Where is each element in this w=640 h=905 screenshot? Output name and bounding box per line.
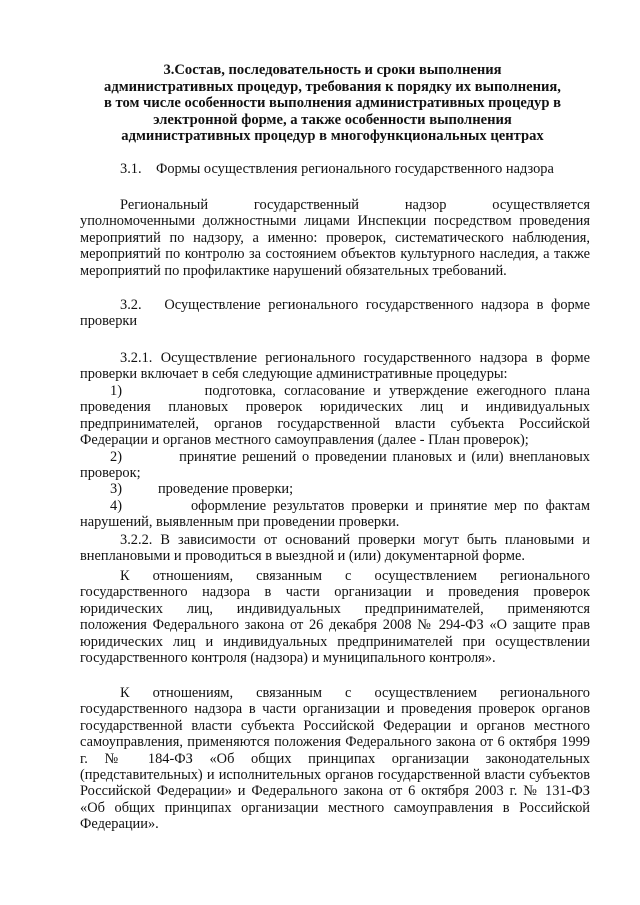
section-title-line: административных процедур в многофункциональных центрах (121, 128, 544, 145)
subsection-3-2-heading: 3.2. Осуществление регионального государственного надзора в форме проверки (80, 297, 594, 330)
section-title-line: в том числе особенности выполнения административных процедур в (104, 95, 561, 112)
list-item: 2) принятие решений о проведении плановых и (или) внеплановых проверок; (80, 448, 594, 482)
paragraph-first-line: Региональный государственный надзор осуществляется (120, 197, 590, 213)
paragraph-legal-294-fz: К отношениям, связанным с осуществлением регионального государственного надзора в части организации и проведения проверок юридических лиц, индивидуальных предпринимателей, применяются положения Федерального закона от 26 декабря 2008 № 294-ФЗ «О защите прав юридических лиц и индивидуальных предпринимателей при осуществлении государственного контроля (надзора) и муниципального контроля». (80, 568, 594, 667)
procedure-list (80, 383, 594, 531)
section-title (95, 62, 570, 145)
list-item: 1) подготовка, согласование и утверждение ежегодного плана проведения плановых проверок юридических лиц и индивидуальных предпринимателей, органов государственной власти субъекта Российской Федерации и органов местного самоуправления (далее - План проверок); (80, 383, 594, 449)
paragraph-legal-184-131-fz: К отношениям, связанным с осуществлением регионального государственного надзора в части организации и проведения проверок органов государственной власти субъекта Российской Федерации и органов местного самоуправления, применяются положения Федерального закона от 6 октября 1999 г. № 184-ФЗ «Об общих принципах организации законодательных (представительных) и исполнительных органов государственной власти субъектов Российской Федерации» и Федерального закона от 6 октября 2003 г. № 131-ФЗ «Об общих принципах организации местного самоуправления в Российской Федерации». (80, 685, 594, 833)
list-item: 4) оформление результатов проверки и принятие мер по фактам нарушений, выявленным при проведении проверки. (80, 497, 594, 531)
section-title-line: административных процедур, требования к порядку их выполнения, (104, 78, 561, 95)
list-item: 3) проведение проверки; (110, 481, 294, 498)
section-title-line: электронной форме, а также особенности выполнения (153, 111, 512, 128)
paragraph-body: уполномоченными должностными лицами Инспекции посредством проведения мероприятий по надзору, а именно: проверок, систематического наблюдения, мероприятий по контролю за состоянием объектов культурного наследия, а также мероприятий по профилактике нарушений обязательных требований. (80, 213, 590, 279)
paragraph-regional-supervision (80, 197, 590, 279)
section-title-line: 3.Состав, последовательность и сроки выполнения (163, 62, 502, 78)
paragraph-3-2-2: 3.2.2. В зависимости от оснований проверки могут быть плановыми и внеплановыми и проводиться в выездной и (или) документарной форме. (80, 532, 590, 565)
subsection-3-1-heading: 3.1. Формы осуществления регионального государственного надзора (120, 161, 554, 177)
paragraph-3-2-1: 3.2.1. Осуществление регионального государственного надзора в форме проверки включает в себя следующие административные процедуры: (80, 350, 590, 383)
